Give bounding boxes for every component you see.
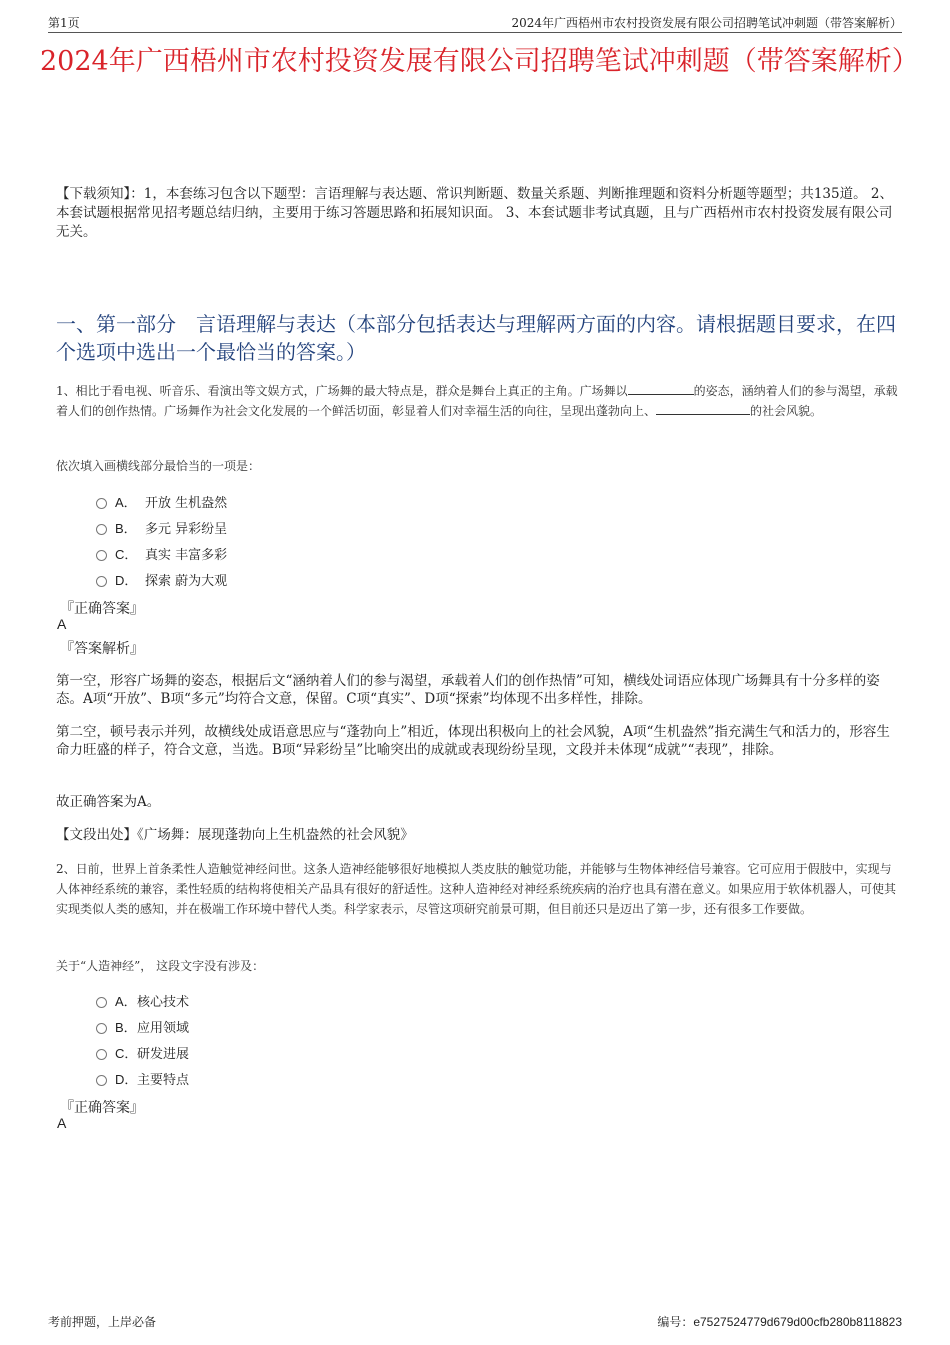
option-d[interactable] xyxy=(96,1065,189,1091)
question-2-options xyxy=(96,987,189,1091)
footer-code-label: 编号： xyxy=(657,1315,694,1329)
footer-slogan: 考前押题，上岸必备 xyxy=(48,1315,157,1329)
question-1-prompt: 依次填入画横线部分最恰当的一项是： xyxy=(56,459,261,473)
header-title: 2024年广西梧州市农村投资发展有限公司招聘笔试冲刺题（带答案解析） xyxy=(511,16,902,30)
analysis-paragraph-1: 第一空，形容广场舞的姿态，根据后文“涵纳着人们的参与渴望，承载着人们的创作热情”可知，横线处词语应体现广场舞具有十分多样的姿态。A项“开放”、B项“多元”均符合文意，保留。C项“真实”、D项“探索”均体现不出多样性，排除。 xyxy=(56,673,880,707)
radio-icon[interactable] xyxy=(96,997,107,1008)
footer-code xyxy=(657,1313,902,1330)
correct-answer-label: 『正确答案』 xyxy=(60,601,144,617)
option-key: C． xyxy=(115,546,138,562)
option-text: 多元 异彩纷呈 xyxy=(145,521,228,537)
correct-answer-value: A xyxy=(57,616,67,632)
fill-blank-2 xyxy=(656,401,750,415)
radio-icon[interactable] xyxy=(96,1075,107,1086)
question-1-stem xyxy=(56,381,898,421)
option-a[interactable] xyxy=(96,488,227,514)
footer-code-value: e7527524779d679d00cfb280b8118823 xyxy=(693,1315,902,1329)
option-c[interactable] xyxy=(96,1039,189,1065)
analysis-source: 【文段出处】《广场舞：展现蓬勃向上生机盎然的社会风貌》 xyxy=(56,827,414,843)
option-key: A． xyxy=(115,993,137,1009)
radio-icon[interactable] xyxy=(96,1023,107,1034)
download-notice: 【下载须知】：1，本套练习包含以下题型：言语理解与表达题、常识判断题、数量关系题、判断推理题和资料分析题等题型；共135道。 2、本套试题根据常见招考题总结归纳，主要用于练习答题思路和拓展知识面。 3、本套试题非考试真题，且与广西梧州市农村投资发展有限公司无关。 xyxy=(56,186,893,240)
option-a[interactable] xyxy=(96,987,189,1013)
radio-icon[interactable] xyxy=(96,550,107,561)
correct-answer-value: A xyxy=(57,1115,67,1131)
radio-icon[interactable] xyxy=(96,524,107,535)
fill-blank-1 xyxy=(628,381,694,395)
radio-icon[interactable] xyxy=(96,1049,107,1060)
option-text: 核心技术 xyxy=(137,994,190,1010)
option-d[interactable] xyxy=(96,566,227,592)
question-2-prompt: 关于“人造神经”， 这段文字没有涉及： xyxy=(56,959,265,973)
option-key: B． xyxy=(115,520,137,536)
option-text: 真实 丰富多彩 xyxy=(145,547,228,563)
question-1-text-part1: 1、相比于看电视、听音乐、看演出等文娱方式，广场舞的最大特点是，群众是舞台上真正的主角。广场舞以 xyxy=(56,384,628,398)
option-key: D． xyxy=(115,1071,138,1087)
page-number: 第1页 xyxy=(48,16,80,30)
option-text: 主要特点 xyxy=(137,1072,190,1088)
analysis-paragraph-2: 第二空，顿号表示并列，故横线处成语意思应与“蓬勃向上”相近，体现出积极向上的社会风貌，A项“生机盎然”指充满生气和活力的，形容生命力旺盛的样子，符合文意，当选。B项“异彩纷呈”比喻突出的成就或表现纷纷呈现，文段并未体现“成就”“表现”，排除。 xyxy=(56,724,890,758)
option-text: 应用领域 xyxy=(137,1020,190,1036)
document-title: 2024年广西梧州市农村投资发展有限公司招聘笔试冲刺题（带答案解析） xyxy=(40,46,919,77)
radio-icon[interactable] xyxy=(96,576,107,587)
option-c[interactable] xyxy=(96,540,227,566)
page-header xyxy=(48,14,902,33)
option-b[interactable] xyxy=(96,1013,189,1039)
question-1-text-part2: 的姿态，涵纳着人们的参与渴望，承载着人们的创作热情。广场舞作为社会文化发展的一个鲜活切面，彰显着人们对幸福生活的向往，呈现出蓬勃向上、 xyxy=(56,384,898,418)
option-key: B． xyxy=(115,1019,137,1035)
question-1-options xyxy=(96,488,227,592)
option-text: 探索 蔚为大观 xyxy=(145,573,228,589)
analysis-conclusion: 故正确答案为A。 xyxy=(56,794,161,810)
option-text: 研发进展 xyxy=(137,1046,190,1062)
option-key: C． xyxy=(115,1045,138,1061)
correct-answer-label: 『正确答案』 xyxy=(60,1100,144,1116)
question-1-text-part3: 的社会风貌。 xyxy=(750,404,823,418)
option-key: A． xyxy=(115,494,137,510)
option-text: 开放 生机盎然 xyxy=(145,495,228,511)
option-key: D． xyxy=(115,572,138,588)
radio-icon[interactable] xyxy=(96,498,107,509)
analysis-label: 『答案解析』 xyxy=(60,641,144,657)
question-2-stem: 2、日前，世界上首条柔性人造触觉神经问世。这条人造神经能够很好地模拟人类皮肤的触觉功能，并能够与生物体神经信号兼容。它可应用于假肢中，实现与人体神经系统的兼容，柔性轻质的结构将使相关产品具有很好的舒适性。这种人造神经对神经系统疾病的治疗也具有潜在意义。如果应用于软体机器人，可使其实现类似人类的感知，并在极端工作环境中替代人类。科学家表示，尽管这项研究前景可期，但目前还只是迈出了第一步，还有很多工作要做。 xyxy=(56,862,897,916)
section-heading: 一、第一部分 言语理解与表达（本部分包括表达与理解两方面的内容。请根据题目要求，在四个选项中选出一个最恰当的答案。） xyxy=(56,312,896,364)
option-b[interactable] xyxy=(96,514,227,540)
